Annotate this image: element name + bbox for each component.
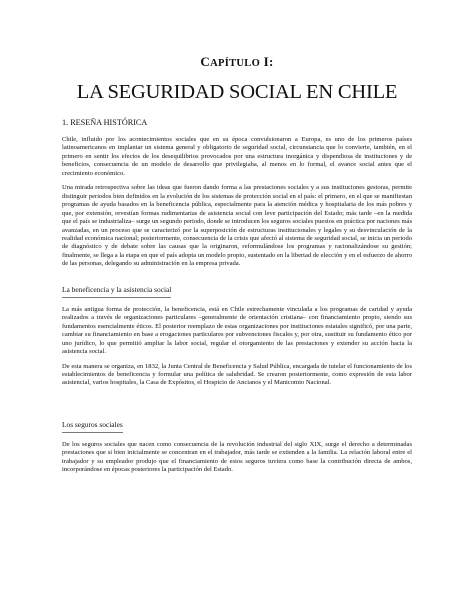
subsection-heading-beneficencia: La beneficencia y la asistencia social [62,285,171,298]
subsection-heading-seguros: Los seguros sociales [62,420,123,433]
paragraph: Chile, influido por los acontecimientos sociales que en su época convulsionaron a Europa, es uno de los primeros países latinoamericanos en implantar un sistema general y obligatorio de seguridad social, circunstancia que lo convierte, también, en el primero en sentir los efectos de los desequilibrios provocados por una estructura inorgánica y dispendiosa de instituciones y de beneficios, consecuencia de un modelo de desarrollo que privilegiaba, al menos en lo formal, el avance social antes que el crecimiento económico. [62,136,412,177]
section-heading: 1. RESEÑA HISTÓRICA [62,118,148,127]
document-page [62,52,412,481]
paragraph: De esta manera se organiza, en 1832, la Junta Central de Beneficencia y Salud Pública, encargada de tutelar el funcionamiento de los establecimientos de beneficencia y formular una política de salubridad. Se crearon posteriormente, como expresión de esta labor asistencial, varios hospitales, la Casa de Expósitos, el Hospicio de Ancianos y el Manicomio Nacional. [62,362,412,387]
paragraph: De los seguros sociales que nacen como consecuencia de la revolución industrial del siglo XIX, surge el derecho a determinadas prestaciones que si bien inicialmente se concentran en el trabajador, más tarde se extienden a la familia. La relación laboral entre el trabajador y su empleador produjo que el financiamiento de estos seguros tuviera como base la contribución directa de ambos, incorporándose en épocas posteriores la participación del Estado. [62,440,412,474]
paragraph: La más antigua forma de protección, la beneficencia, está en Chile estrechamente vinculada a los programas de caridad y ayuda realizados a través de organizaciones particulares –generalmente de orientación cristiana– con financiamiento propio, siendo sus fundamentos esencialmente éticos. El posterior reemplazo de estas organizaciones por instituciones estatales significó, por una parte, cambiar su financiamiento en base a erogaciones particulares por subvenciones fiscales y, por otra, sustituir su fundamento ético por uno jurídico, lo que permitió ampliar la labor social, regular el otorgamiento de las prestaciones y extender su acción hacia la asistencia social. [62,305,412,356]
chapter-label-text: CAPÍTULO I: [200,54,274,69]
chapter-label [62,52,412,72]
chapter-title: LA SEGURIDAD SOCIAL EN CHILE [76,81,398,103]
paragraph: Una mirada retrospectiva sobre las ideas que fueron dando forma a las prestaciones sociales y a sus instituciones gestoras, permite distinguir periodos bien definidos en la evolución de los sistemas de protección social en el país: el primero, en el que se manifiestan programas de ayuda basados en la beneficencia pública, especialmente para la atención médica y hospitalaria de los más pobres y que, por extensión, revestían formas rudimentarias de asistencia social con leve participación del Estado; más tarde –en la medida que el país se industrializa– surge un segundo periodo, donde se introducen los seguros sociales puestos en práctica por naciones más avanzadas, en un proceso que se caracterizó por la superposición de estructuras institucionales y legales y su desvinculación de la realidad económica nacional; posteriormente, consecuencia de la crisis que afectó al sistema de seguridad social, se inicia un periodo de diagnóstico y de debate sobre las causas que la originaron, reformulándose los programas y racionalizándose su gestión; finalmente, se llega a la etapa en que el país adopta un modelo propio, sustentado en la libertad de elección y en el esfuerzo de ahorro de las personas, delegando su administración en la empresa privada. [62,184,412,268]
